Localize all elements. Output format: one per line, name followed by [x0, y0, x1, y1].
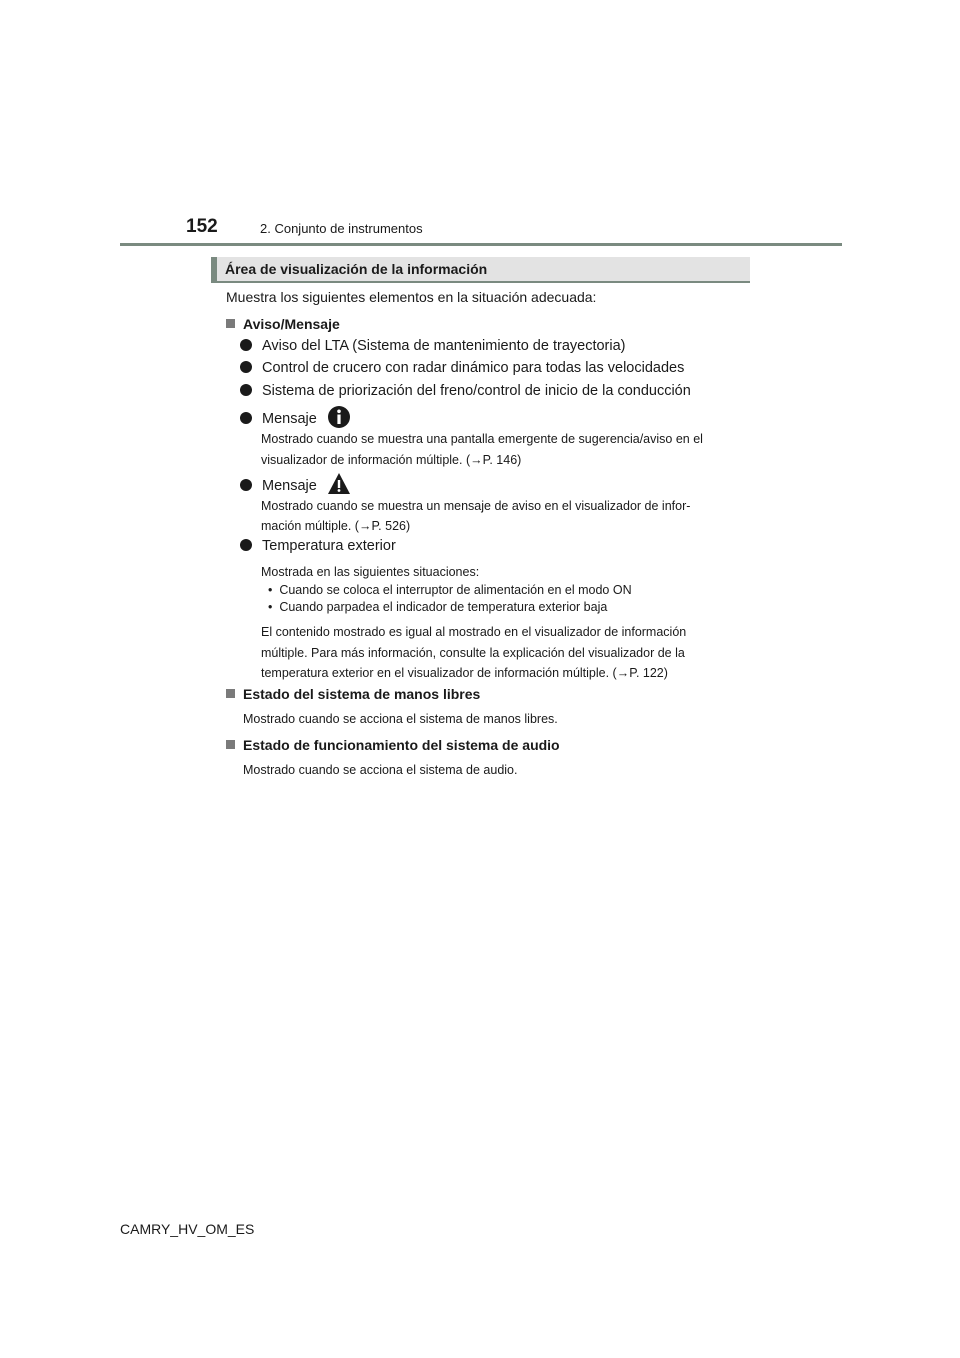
bullet-text: Control de crucero con radar dinámico para todas las velocidades — [262, 360, 685, 376]
bullet-dot-icon — [240, 412, 252, 424]
audio-desc: Mostrado cuando se acciona el sistema de audio. — [243, 763, 518, 777]
section-title: Área de visualización de la información — [225, 261, 488, 277]
header-rule — [120, 243, 842, 246]
bullet-dot-icon — [240, 539, 252, 551]
outside-temp-intro: Mostrada en las siguientes situaciones: — [261, 565, 480, 579]
heading-warning-message — [226, 316, 340, 332]
outside-temp-note-2: múltiple. Para más información, consulte la explicación del visualizador de la — [261, 646, 685, 660]
section-heading-bar — [211, 257, 750, 283]
bullet-text: Mensaje — [262, 411, 317, 427]
bullet-dot-icon — [240, 339, 252, 351]
bullet-dot-icon — [240, 384, 252, 396]
outside-temp-condition-2: • Cuando parpadea el indicador de temperatura exterior baja — [268, 600, 608, 614]
outside-temp-condition-1: • Cuando se coloca el interruptor de alimentación en el modo ON — [268, 583, 632, 597]
bullet-text: Sistema de priorización del freno/control de inicio de la conducción — [262, 383, 691, 399]
heading-audio — [226, 737, 560, 753]
warning-triangle-icon — [327, 472, 351, 496]
warning-message-desc-2: mación múltiple. (→P. 526) — [261, 519, 411, 533]
info-message-desc-1: Mostrado cuando se muestra una pantalla emergente de sugerencia/aviso en el — [261, 432, 703, 446]
bullet-item-info-message — [240, 405, 351, 429]
square-bullet-icon — [226, 689, 235, 698]
page-number: 152 — [186, 216, 218, 237]
outside-temp-note-1: El contenido mostrado es igual al mostrado en el visualizador de información — [261, 625, 687, 639]
heading-text: Aviso/Mensaje — [243, 316, 340, 332]
bullet-item-lta — [240, 338, 625, 354]
bullet-dot-icon — [240, 361, 252, 373]
square-bullet-icon — [226, 740, 235, 749]
info-message-desc-2: visualizador de información múltiple. (→P. 146) — [261, 453, 522, 467]
sub-bullet-icon: • — [268, 600, 280, 614]
chapter-title: 2. Conjunto de instrumentos — [260, 221, 423, 236]
bullet-item-warning-message — [240, 472, 351, 496]
heading-text: Estado de funcionamiento del sistema de audio — [243, 737, 560, 753]
sub-bullet-icon: • — [268, 583, 280, 597]
info-icon — [327, 405, 351, 429]
heading-text: Estado del sistema de manos libres — [243, 686, 481, 702]
footer-code: CAMRY_HV_OM_ES — [120, 1221, 255, 1237]
bullet-text: Temperatura exterior — [262, 538, 396, 554]
outside-temp-note-3: temperatura exterior en el visualizador de información múltiple. (→P. 122) — [261, 666, 668, 680]
bullet-text: Aviso del LTA (Sistema de mantenimiento de trayectoria) — [262, 338, 626, 354]
bullet-item-cruise-control — [240, 360, 684, 376]
hands-free-desc: Mostrado cuando se acciona el sistema de manos libres. — [243, 712, 558, 726]
bullet-item-outside-temp — [240, 538, 396, 554]
intro-text: Muestra los siguientes elementos en la situación adecuada: — [226, 289, 597, 305]
warning-message-desc-1: Mostrado cuando se muestra un mensaje de aviso en el visualizador de infor- — [261, 499, 691, 513]
heading-hands-free — [226, 686, 480, 702]
bullet-item-brake-override — [240, 383, 691, 399]
bullet-dot-icon — [240, 479, 252, 491]
square-bullet-icon — [226, 319, 235, 328]
bullet-text: Mensaje — [262, 478, 317, 494]
